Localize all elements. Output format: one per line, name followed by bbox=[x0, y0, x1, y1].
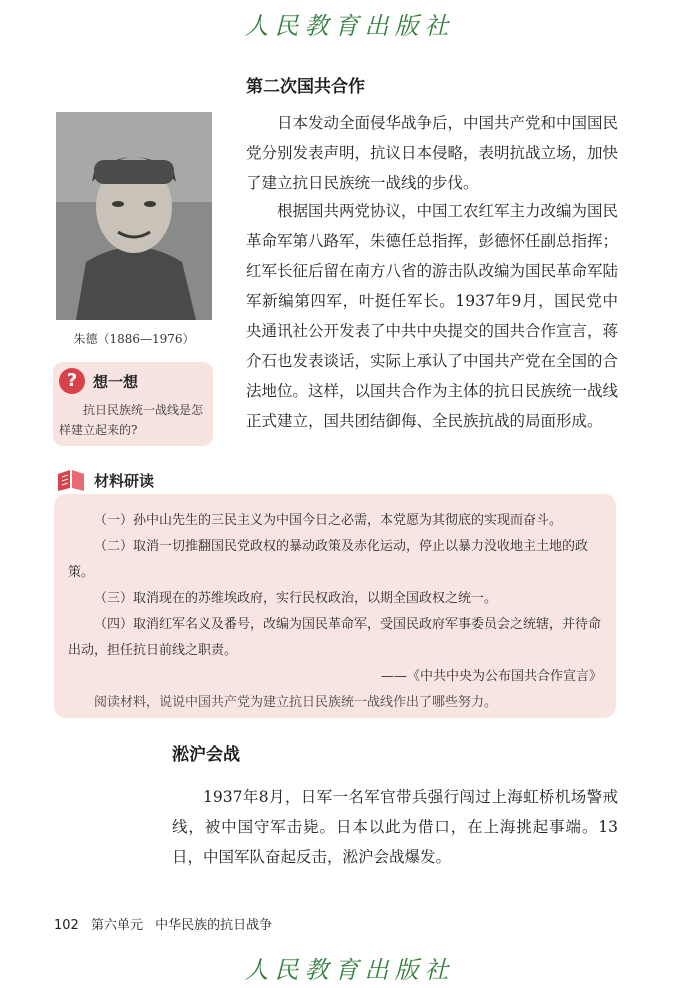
material-item: （一）孙中山先生的三民主义为中国今日之必需，本党愿为其彻底的实现而奋斗。 bbox=[94, 513, 563, 528]
unit-label: 第六单元 bbox=[90, 918, 143, 933]
page-number: 102 bbox=[54, 918, 79, 933]
material-question: 阅读材料，说说中国共产党为建立抗日民族统一战线作出了哪些努力。 bbox=[94, 695, 498, 710]
portrait-photo bbox=[56, 112, 212, 320]
material-item: （二）取消一切推翻国民党政权的暴动政策及赤化运动，停止以暴力没收地主土地的政策。 bbox=[68, 539, 589, 580]
page-footer bbox=[54, 914, 280, 933]
material-title: 材料研读 bbox=[94, 472, 155, 490]
material-box bbox=[54, 494, 616, 718]
publisher-logo-bottom: 人民教育出版社 bbox=[244, 956, 455, 984]
material-source: ——《中共中央为公布国共合作宣言》 bbox=[380, 669, 602, 684]
unit-title: 中华民族的抗日战争 bbox=[155, 918, 273, 933]
material-item: （三）取消现在的苏维埃政府，实行民权政治，以期全国政权之统一。 bbox=[94, 591, 498, 606]
think-body: 抗日民族统一战线是怎样建立起来的? bbox=[59, 403, 204, 437]
book-icon bbox=[56, 468, 86, 492]
section-title: 淞沪会战 bbox=[172, 745, 240, 765]
section-title: 第二次国共合作 bbox=[246, 77, 365, 97]
publisher-logo-top: 人民教育出版社 bbox=[244, 12, 455, 40]
paragraph: 根据国共两党协议，中国工农红军主力改编为国民革命军第八路军，朱德任总指挥，彭德怀任副总指挥；红军长征后留在南方八省的游击队改编为国民革命军陆军新编第四军，叶挺任军长。1937年9月，国民党中央通讯社公开发表了中共中央提交的国共合作宣言，蒋介石也发表谈话，实际上承认了中国共产党在全国的合法地位。这样，以国共合作为主体的抗日民族统一战线正式建立，国共团结御侮、全民族抗战的局面形成。 bbox=[246, 202, 619, 430]
photo-caption: 朱德（1886—1976） bbox=[73, 332, 195, 346]
material-item: （四）取消红军名义及番号，改编为国民革命军，受国民政府军事委员会之统辖，并待命出动，担任抗日前线之职责。 bbox=[68, 617, 602, 658]
paragraph: 1937年8月，日军一名军官带兵强行闯过上海虹桥机场警戒线，被中国守军击毙。日本以此为借口，在上海挑起事端。13日，中国军队奋起反击，淞沪会战爆发。 bbox=[172, 788, 618, 866]
think-box bbox=[53, 362, 213, 446]
think-title: 想一想 bbox=[93, 373, 139, 391]
paragraph: 日本发动全面侵华战争后，中国共产党和中国国民党分别发表声明，抗议日本侵略，表明抗战立场，加快了建立抗日民族统一战线的步伐。 bbox=[246, 114, 619, 192]
question-icon: ? bbox=[59, 368, 85, 394]
